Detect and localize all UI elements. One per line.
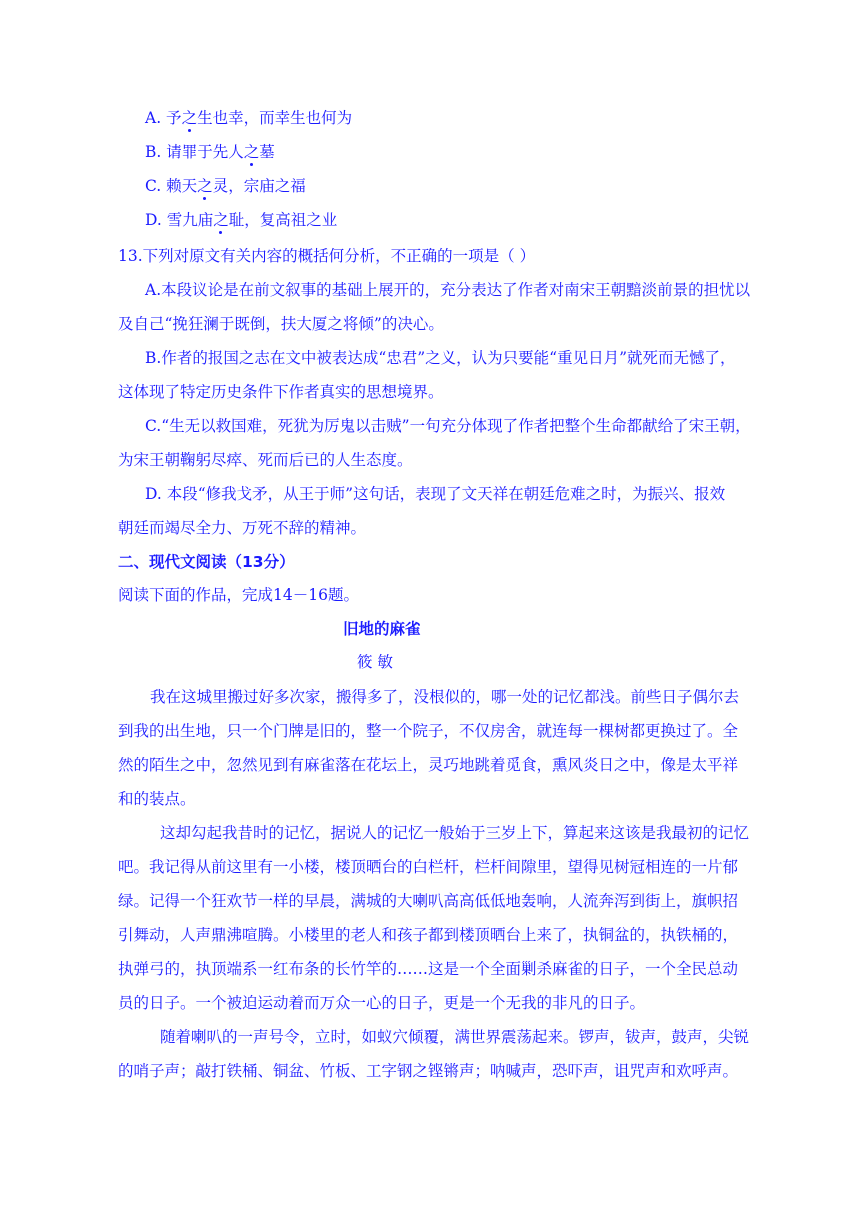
- paragraph-3-line: 随着喇叭的一声号令，立时，如蚁穴倾覆，满世界震荡起来。锣声，钹声，鼓声，尖锐: [160, 1028, 750, 1046]
- question-13-stem: 13.下列对原文有关内容的概括何分析，不正确的一项是（ ）: [118, 247, 536, 265]
- paragraph-2-line: 引舞动，人声鼎沸喧腾。小楼里的老人和孩子都到楼顶晒台上来了，执铜盆的，执铁桶的，: [118, 926, 739, 944]
- paragraph-1-line: 到我的出生地，只一个门牌是旧的，整一个院子，不仅房舍，就连每一棵树都更换过了。全: [118, 722, 739, 740]
- q13-option-c-line1: C.“生无以救国难，死犹为厉鬼以击贼”一句充分体现了作者把整个生命都献给了宋王朝，: [145, 417, 751, 435]
- q13-option-a-line2: 及自己“挽狂澜于既倒，扶大厦之将倾”的决心。: [118, 315, 444, 333]
- paragraph-2-line: 执弹弓的，执顶端系一红布条的长竹竿的……这是一个全面剿杀麻雀的日子，一个全民总动: [118, 960, 739, 978]
- emphasis-dot: 之: [197, 177, 213, 195]
- paragraph-2-line: 这却勾起我昔时的记忆，据说人的记忆一般始于三岁上下，算起来这该是我最初的记忆: [160, 824, 750, 842]
- option-text: A. 予: [145, 109, 182, 127]
- q13-option-b-line1: B.作者的报国之志在文中被表达成“忠君”之义，认为只要能“重见日月”就死而无憾了，: [145, 349, 736, 367]
- option-text: C. 赖天: [145, 177, 198, 195]
- emphasis-dot: 之: [243, 143, 260, 161]
- option-text: 灵，宗庙之福: [212, 177, 306, 195]
- paragraph-2-line: 绿。记得一个狂欢节一样的早晨，满城的大喇叭高高低低地轰响，人流奔泻到街上，旗帜招: [118, 892, 739, 910]
- option-d: [145, 210, 337, 230]
- option-text: 生也幸，而幸生也何为: [197, 109, 353, 127]
- emphasis-dot: 之: [181, 109, 198, 127]
- section-heading: 二、现代文阅读（13分）: [118, 553, 295, 571]
- option-text: 墓: [259, 143, 275, 161]
- option-text: 耻，复高祖之业: [228, 211, 338, 229]
- q13-option-a-line1: A.本段议论是在前文叙事的基础上展开的，充分表达了作者对南宋王朝黯淡前景的担忧以: [145, 281, 751, 299]
- paragraph-1-line: 然的陌生之中，忽然见到有麻雀落在花坛上，灵巧地跳着觅食，熏风炎日之中，像是太平祥: [118, 756, 739, 774]
- option-text: D. 雪九庙: [145, 211, 214, 229]
- paragraph-3-line: 的哨子声；敲打铁桶、铜盆、竹板、工字钢之铿锵声；呐喊声，恐吓声，诅咒声和欢呼声。: [118, 1062, 739, 1080]
- option-a: [145, 108, 352, 128]
- reading-instruction: 阅读下面的作品，完成14－16题。: [118, 586, 359, 604]
- article-title: 旧地的麻雀: [343, 620, 421, 638]
- emphasis-dot: 之: [213, 211, 229, 229]
- article-author: 筱 敏: [357, 653, 393, 671]
- q13-option-b-line2: 这体现了特定历史条件下作者真实的思想境界。: [118, 383, 444, 401]
- option-c: [145, 176, 306, 196]
- paragraph-1-line: 和的装点。: [118, 790, 196, 808]
- option-b: [145, 142, 275, 162]
- q13-option-d-line2: 朝廷而竭尽全力、万死不辞的精神。: [118, 519, 367, 537]
- q13-option-d-line1: D. 本段“修我戈矛，从王于师”这句话，表现了文天祥在朝廷危难之时，为振兴、报效: [145, 485, 726, 503]
- option-text: B. 请罪于先人: [145, 143, 244, 161]
- q13-option-c-line2: 为宋王朝鞠躬尽瘁、死而后已的人生态度。: [118, 451, 413, 469]
- paragraph-1-line: 我在这城里搬过好多次家，搬得多了，没根似的，哪一处的记忆都浅。前些日子偶尔去: [150, 688, 740, 706]
- paragraph-2-line: 吧。我记得从前这里有一小楼，楼顶晒台的白栏杆，栏杆间隙里，望得见树冠相连的一片郁: [118, 858, 739, 876]
- paragraph-2-line: 员的日子。一个被迫运动着而万众一心的日子，更是一个无我的非凡的日子。: [118, 994, 646, 1012]
